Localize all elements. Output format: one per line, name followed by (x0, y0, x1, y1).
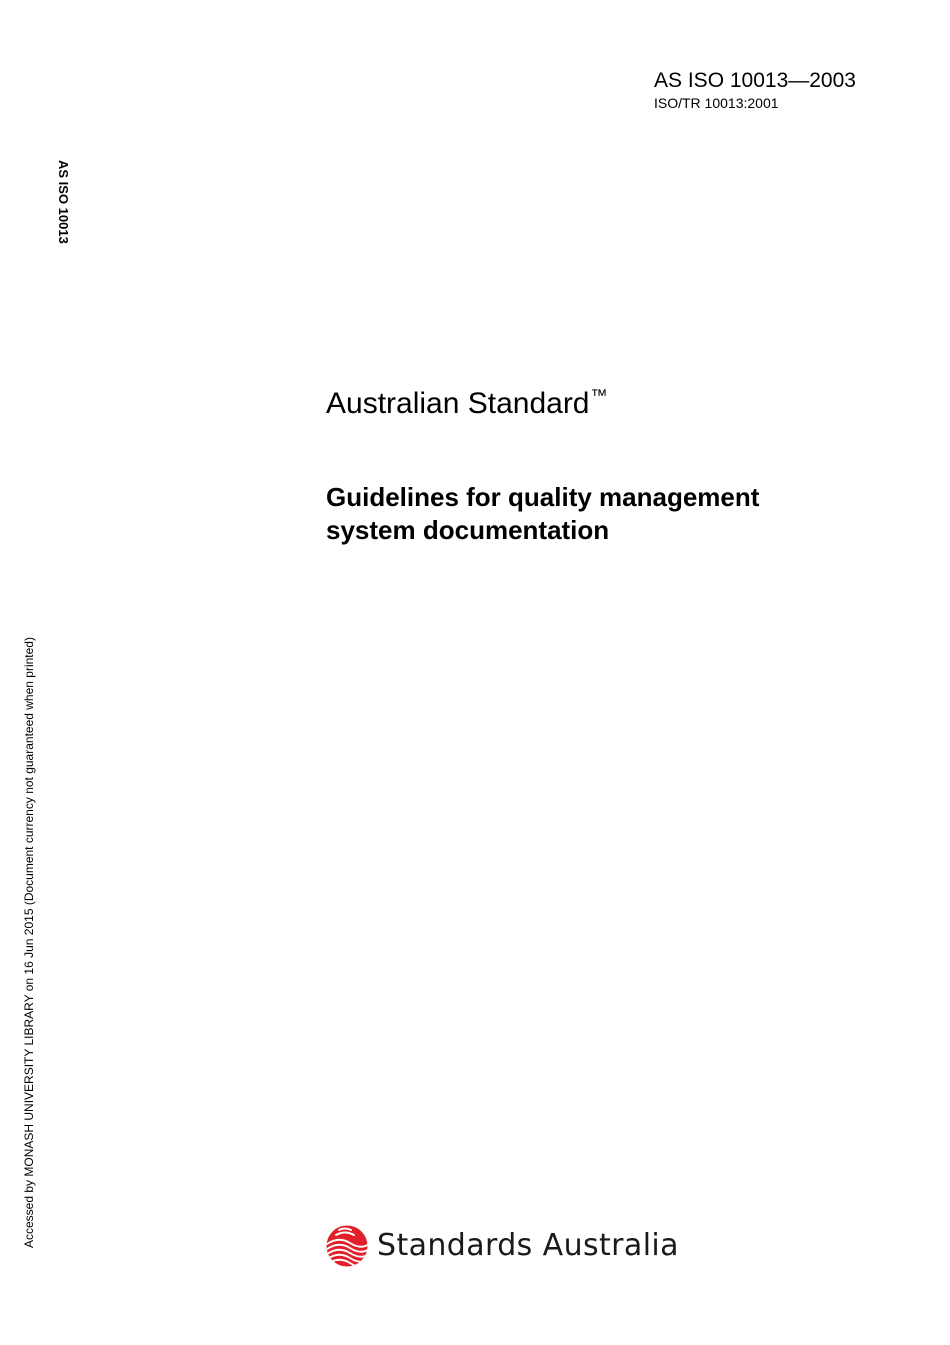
document-title-line-2: system documentation (326, 515, 610, 545)
publisher-name: Standards Australia (377, 1228, 679, 1263)
standards-australia-logo-icon (325, 1224, 369, 1268)
trademark-symbol: ™ (590, 386, 608, 405)
publisher-logo (325, 1222, 679, 1270)
standard-type-heading (326, 376, 608, 424)
iso-reference: ISO/TR 10013:2001 (654, 95, 779, 111)
standard-type-text: Australian Standard (326, 387, 590, 420)
document-title (326, 481, 886, 547)
document-title-line-1: Guidelines for quality management (326, 482, 760, 512)
document-number: AS ISO 10013—2003 (654, 69, 856, 92)
spine-label: AS ISO 10013 (56, 160, 71, 244)
access-notice: Accessed by MONASH UNIVERSITY LIBRARY on 16 Jun 2015 (Document currency not guaranteed when printed) (22, 637, 36, 1248)
